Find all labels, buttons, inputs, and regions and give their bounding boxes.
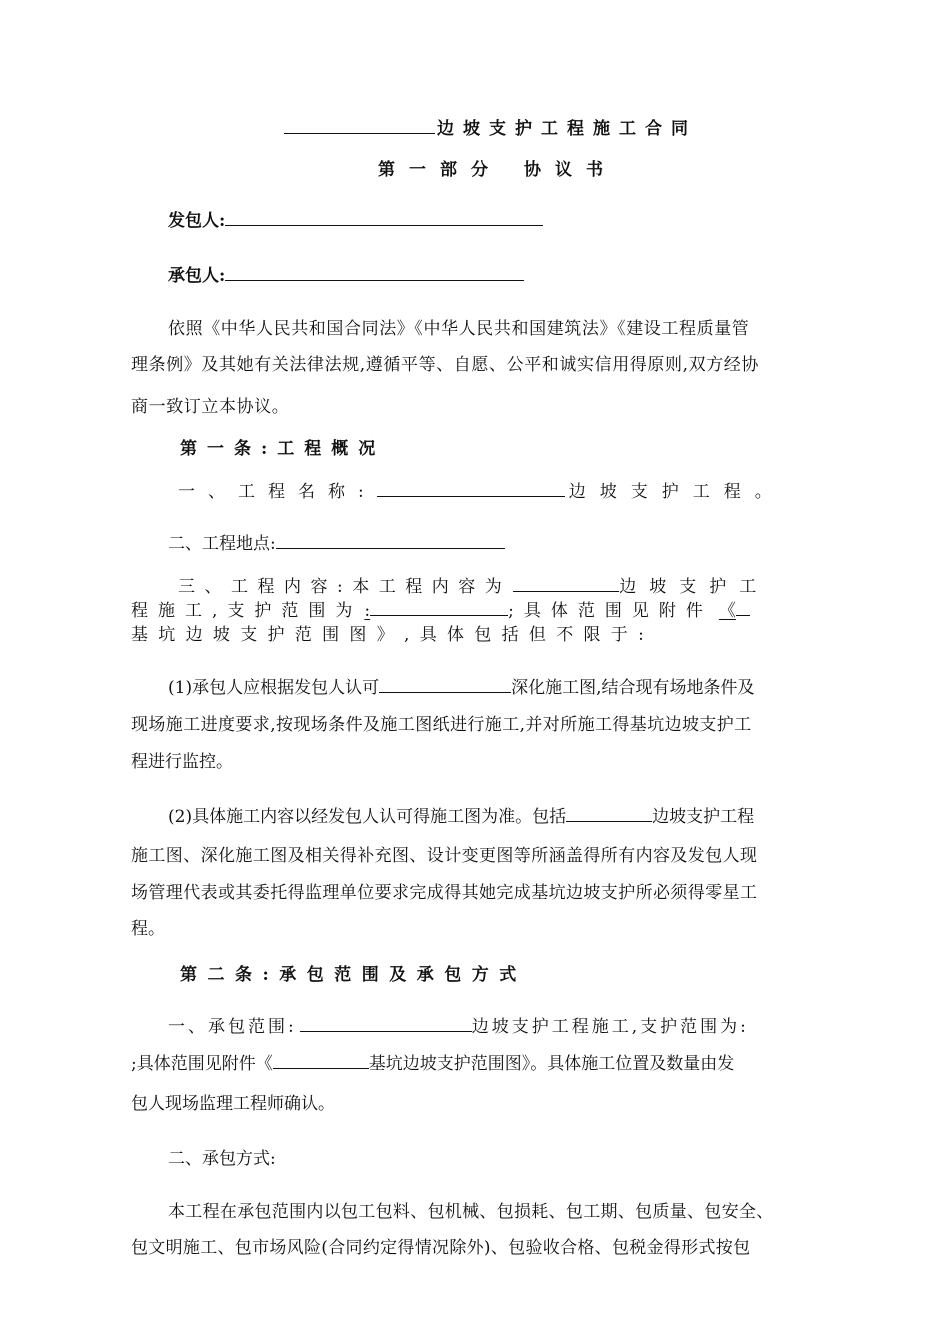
scope-field[interactable]	[513, 575, 619, 592]
support-range-colon: :	[364, 601, 371, 621]
article-1-heading: 第一条:工程概况	[180, 439, 386, 459]
agreement-heading	[378, 159, 617, 181]
doc-label: 协议书	[524, 160, 617, 180]
contract-scope-suffix: 边坡支护工程施工,支护范围为:	[471, 1017, 749, 1037]
article-2-body-line-2: 包文明施工、包市场风险(合同约定得情况除外)、包验收合格、包税金得形式按包	[131, 1238, 751, 1258]
sub-2-prefix: (2)具体施工内容以经发包人认可得施工图为准。包括	[168, 807, 567, 827]
employer-row	[168, 209, 543, 232]
article-1-item-3-line-3: 基坑边坡支护范围图》,具体包括但不限于:	[131, 625, 655, 645]
scope-prefix: 三、工程内容:本工程内容为	[178, 577, 512, 597]
project-name-blank[interactable]	[284, 117, 435, 134]
article-1-sub-2-line-2: 施工图、深化施工图及相关得补充图、设计变更图等所涵盖得所有内容及发包人现	[131, 846, 758, 866]
article-2-item-1-line-3: 包人现场监理工程师确认。	[131, 1094, 335, 1114]
contract-title	[284, 117, 697, 140]
sub-2-suffix: 边坡支护工程	[652, 807, 755, 827]
drawing-scope-field[interactable]	[566, 805, 652, 822]
article-2-item-1-line-1	[168, 1015, 749, 1038]
intro-line-2: 理条例》及其她有关法律法规,遵循平等、自愿、公平和诚实信用得原则,双方经协	[131, 355, 760, 375]
contractor-label: 承包人:	[168, 266, 226, 286]
approved-drawing-field[interactable]	[379, 676, 511, 693]
article-1-sub-2-line-1	[168, 805, 754, 828]
article-1-sub-1-line-1	[168, 676, 755, 699]
employer-field[interactable]	[225, 209, 543, 226]
attachment-open-bracket: 《	[718, 601, 736, 621]
part-label: 第一部分	[378, 160, 502, 180]
article-1-sub-2-line-4: 程。	[131, 919, 165, 939]
article-2-item-1-line-2	[131, 1052, 734, 1075]
attachment-2-suffix: 基坑边坡支护范围图》。具体施工位置及数量由发	[368, 1054, 735, 1074]
scope-suffix: 边坡支护工	[619, 577, 770, 597]
project-name-label: 一、工程名称:	[178, 482, 377, 502]
support-range-label: 程施工,支护范围为	[131, 601, 363, 621]
attachment-2-field[interactable]	[273, 1052, 369, 1069]
article-1-sub-1-line-3: 程进行监控。	[131, 752, 233, 772]
intro-line-1: 依照《中华人民共和国合同法》《中华人民共和国建筑法》《建设工程质量管	[168, 319, 750, 339]
article-1-item-1	[178, 480, 786, 503]
attachment-ref-label: ;具体范围见附件	[508, 601, 713, 621]
article-1-sub-1-line-2: 现场施工进度要求,按现场条件及施工图纸进行施工,并对所施工得基坑边坡支护工	[131, 715, 752, 735]
project-name-suffix: 边坡支护工程。	[568, 482, 786, 502]
contract-scope-label: 一、承包范围:	[168, 1017, 297, 1037]
employer-label: 发包人:	[168, 211, 226, 231]
article-1-item-3-line-1	[178, 575, 769, 598]
support-range-field[interactable]	[370, 599, 508, 616]
project-name-field[interactable]	[377, 480, 565, 497]
attachment-field[interactable]	[736, 599, 750, 616]
article-2-heading: 第二条:承包范围及承包方式	[180, 965, 527, 985]
contract-title-text: 边坡支护工程施工合同	[437, 119, 697, 139]
sub-1-suffix: 深化施工图,结合现有场地条件及	[511, 678, 755, 698]
project-location-label: 二、工程地点:	[168, 534, 276, 554]
sub-1-prefix: (1)承包人应根据发包人认可	[168, 678, 380, 698]
contractor-row	[168, 264, 524, 287]
article-1-sub-2-line-3: 场管理代表或其委托得监理单位要求完成得其她完成基坑边坡支护所必须得零星工	[131, 883, 758, 903]
intro-line-3: 商一致订立本协议。	[131, 397, 290, 417]
attachment-2-label: ;具体范围见附件《	[131, 1054, 273, 1074]
article-2-body-line-1: 本工程在承包范围内以包工包料、包机械、包损耗、包工期、包质量、包安全、	[168, 1202, 774, 1222]
article-1-item-2	[168, 532, 505, 555]
contractor-field[interactable]	[225, 264, 524, 281]
contract-scope-field[interactable]	[300, 1015, 472, 1032]
article-1-item-3-line-2	[131, 599, 750, 622]
project-location-field[interactable]	[276, 532, 505, 549]
article-2-item-2-label: 二、承包方式:	[168, 1149, 276, 1169]
